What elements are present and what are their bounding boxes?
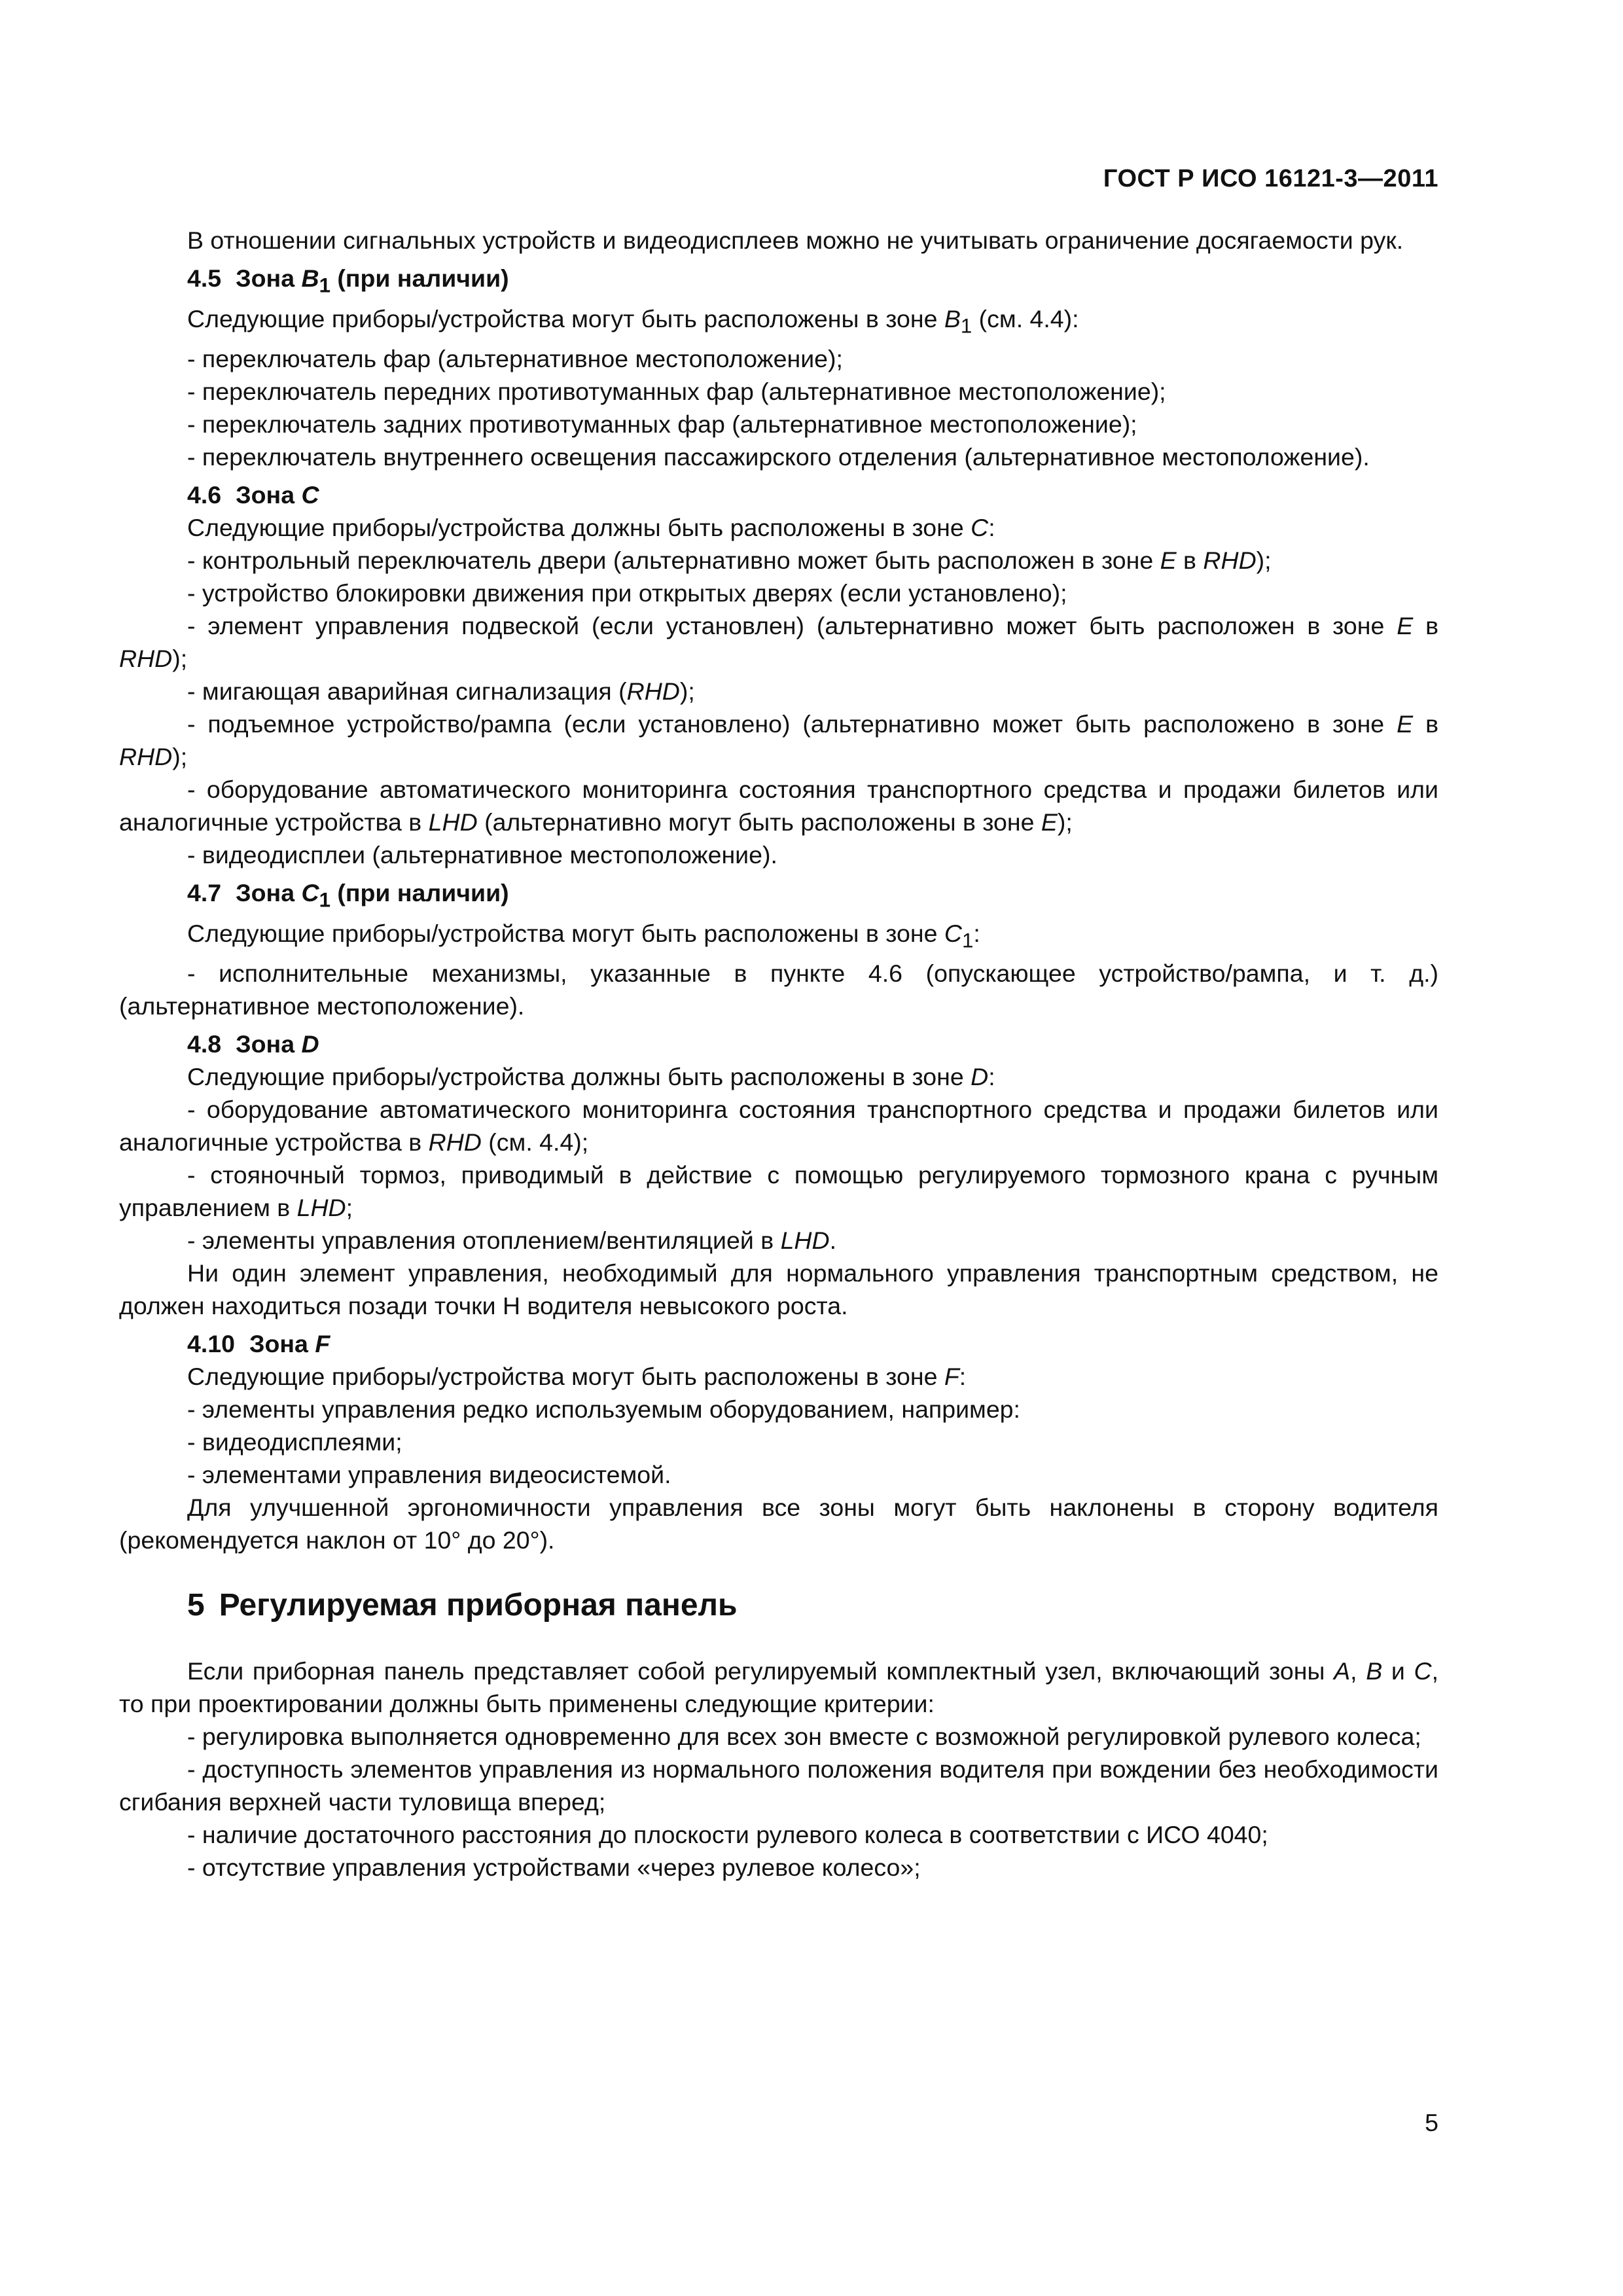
paragraph: - контрольный переключатель двери (альтернативно может быть расположен в зоне E в RHD); <box>187 547 1272 574</box>
paragraph: - переключатель передних противотуманных фар (альтернативное местоположение); <box>187 378 1166 405</box>
document-header: ГОСТ Р ИСО 16121-3—2011 <box>1103 165 1438 192</box>
heading-number: 4.6 <box>187 481 222 509</box>
heading-number: 4.5 <box>187 264 222 292</box>
paragraph: - элементы управления отоплением/вентиляцией в LHD. <box>187 1227 837 1254</box>
paragraph: Следующие приборы/устройства могут быть расположены в зоне $B_1$ (см. 4.4): <box>187 304 1079 337</box>
subsection-heading <box>119 1327 1438 1360</box>
paragraph: Если приборная панель представляет собой регулируемый комплектный узел, включающий зоны A, B и C, то при проектировании должны быть применены следующие критерии: <box>119 1657 1438 1717</box>
paragraph: В отношении сигнальных устройств и видеодисплеев можно не учитывать ограничение досягаемости рук. <box>187 226 1404 254</box>
paragraph: Для улучшенной эргономичности управления все зоны могут быть наклонены в сторону водителя (рекомендуется наклон от 10° до 20°). <box>119 1494 1438 1554</box>
page-number: 5 <box>1425 2109 1438 2136</box>
paragraph: - элемент управления подвеской (если установлен) (альтернативно может быть расположен в зоне E в RHD); <box>119 612 1438 672</box>
document-body <box>119 224 1438 1884</box>
subsection-heading <box>119 876 1438 917</box>
paragraph: - стояночный тормоз, приводимый в действие с помощью регулируемого тормозного крана с ручным управлением в LHD; <box>119 1161 1438 1221</box>
paragraph: Следующие приборы/устройства должны быть расположены в зоне C: <box>187 514 995 541</box>
paragraph: Следующие приборы/устройства могут быть расположены в зоне F: <box>187 1363 967 1390</box>
heading-number: 4.7 <box>187 879 222 906</box>
heading-title: Зона D <box>236 1030 319 1058</box>
paragraph: - переключатель фар (альтернативное местоположение); <box>187 345 843 372</box>
paragraph: - оборудование автоматического мониторинга состояния транспортного средства и продажи билетов или аналогичные устройства в LHD (альтернативно могут быть расположены в зоне E); <box>119 776 1438 836</box>
heading-number: 4.10 <box>187 1330 235 1357</box>
heading-title: Зона $C_1$ (при наличии) <box>236 879 509 912</box>
paragraph: - исполнительные механизмы, указанные в пункте 4.6 (опускающее устройство/рампа, и т. д.) (альтернативное местоположение). <box>119 960 1438 1020</box>
paragraph: - мигающая аварийная сигнализация (RHD); <box>187 677 695 705</box>
paragraph: - доступность элементов управления из нормального положения водителя при вождении без необходимости сгибания верхней части туловища вперед; <box>119 1755 1438 1816</box>
paragraph: - оборудование автоматического мониторинга состояния транспортного средства и продажи билетов или аналогичные устройства в RHD (см. 4.4); <box>119 1096 1438 1156</box>
subsection-heading <box>119 262 1438 302</box>
paragraph: Следующие приборы/устройства могут быть расположены в зоне $C_1$: <box>187 919 980 952</box>
heading-title: Зона $B_1$ (при наличии) <box>236 264 509 297</box>
paragraph: - видеодисплеями; <box>187 1428 402 1456</box>
heading-title: Регулируемая приборная панель <box>219 1588 738 1623</box>
paragraph: Следующие приборы/устройства должны быть расположены в зоне D: <box>187 1063 995 1090</box>
subsection-heading <box>119 478 1438 511</box>
paragraph: - наличие достаточного расстояния до плоскости рулевого колеса в соответствии с ИСО 4040; <box>187 1821 1268 1848</box>
paragraph: - элементами управления видеосистемой. <box>187 1461 671 1488</box>
paragraph: - устройство блокировки движения при открытых дверях (если установлено); <box>187 579 1067 607</box>
paragraph: - элементы управления редко используемым оборудованием, например: <box>187 1395 1020 1423</box>
paragraph: - видеодисплеи (альтернативное местоположение). <box>187 841 777 869</box>
paragraph: - переключатель внутреннего освещения пассажирского отделения (альтернативное местоположение). <box>187 443 1370 471</box>
heading-title: Зона C <box>236 481 319 509</box>
heading-title: Зона F <box>249 1330 330 1357</box>
paragraph: - подъемное устройство/рампа (если установлено) (альтернативно может быть расположено в зоне E в RHD); <box>119 710 1438 770</box>
paragraph: Ни один элемент управления, необходимый для нормального управления транспортным средством, не должен находиться позади точки H водителя невысокого роста. <box>119 1259 1438 1319</box>
subsection-heading <box>119 1028 1438 1060</box>
paragraph: - регулировка выполняется одновременно для всех зон вместе с возможной регулировкой рулевого колеса; <box>187 1723 1421 1750</box>
heading-number: 4.8 <box>187 1030 222 1058</box>
section-heading <box>187 1584 1438 1627</box>
heading-number: 5 <box>187 1588 205 1623</box>
paragraph: - отсутствие управления устройствами «через рулевое колесо»; <box>187 1854 921 1881</box>
paragraph: - переключатель задних противотуманных фар (альтернативное местоположение); <box>187 410 1137 438</box>
